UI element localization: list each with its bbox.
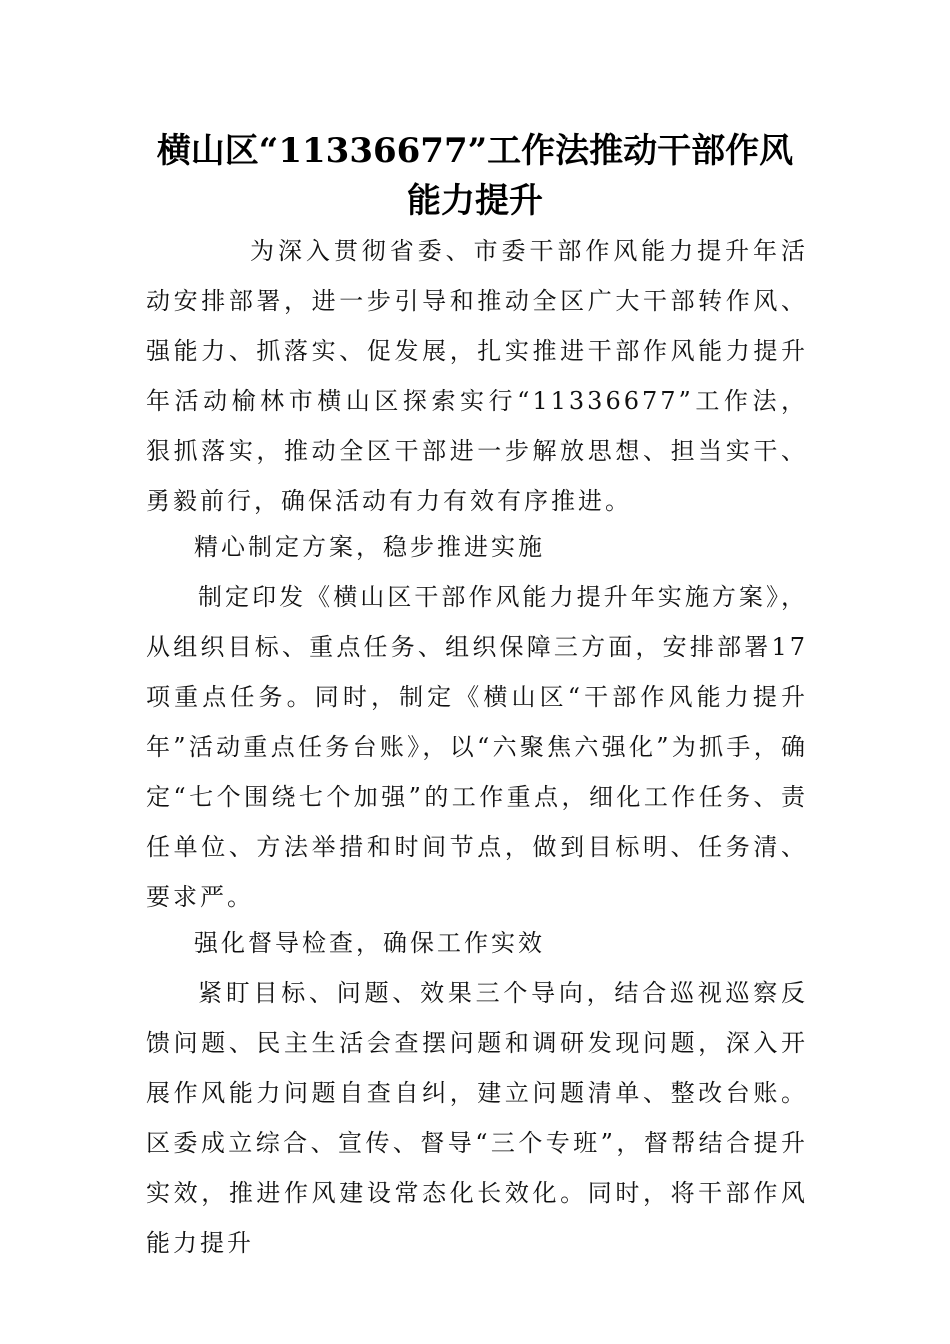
intro-paragraph: 为深入贯彻省委、市委干部作风能力提升年活动安排部署，进一步引导和推动全区广大干部转作风、强能力、抓落实、促发展，扎实推进干部作风能力提升年活动榆林市横山区探索实行“11336677”工作法，狠抓落实，推动全区干部进一步解放思想、担当实干、勇毅前行，确保活动有力有效有序推进。: [146, 237, 808, 515]
section-heading-plan: 精心制定方案，稳步推进实施: [194, 533, 545, 561]
section-paragraph-supervision: 紧盯目标、问题、效果三个导向，结合巡视巡察反馈问题、民主生活会查摆问题和调研发现问题，深入开展作风能力问题自查自纠，建立问题清单、整改台账。区委成立综合、宣传、督导“三个专班”，督帮结合提升实效，推进作风建设常态化长效化。同时，将干部作风能力提升: [146, 979, 808, 1257]
document-title-line-2: 能力提升: [407, 181, 543, 221]
section-heading-supervision: 强化督导检查，确保工作实效: [194, 929, 545, 957]
document-title-line-1: 横山区“11336677”工作法推动干部作风: [156, 131, 794, 171]
section-paragraph-plan: 制定印发《横山区干部作风能力提升年实施方案》，从组织目标、重点任务、组织保障三方面，安排部署17项重点任务。同时，制定《横山区“干部作风能力提升年”活动重点任务台账》，以“六聚焦六强化”为抓手，确定“七个围绕七个加强”的工作重点，细化工作任务、责任单位、方法举措和时间节点，做到目标明、任务清、要求严。: [146, 583, 808, 911]
